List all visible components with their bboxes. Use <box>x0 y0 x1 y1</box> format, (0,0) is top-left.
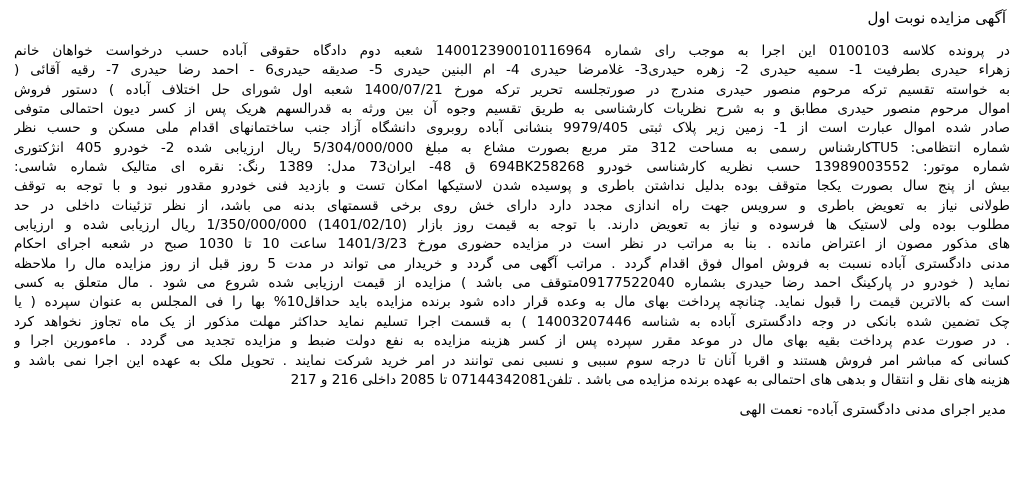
notice-line: شماره موتور: 13989003552 حسب نظریه کارشناسی خودرو 694BK258268 ق 48- ایران73 مدل: 1389 رنگ: نقره ای متالیک شماره شاسی: <box>14 159 1010 176</box>
notice-line: در پرونده کلاسه 0100103 این اجرا به موجب رای شماره 140012390010116964 شعبه دوم دادگاه حقوقی آباده حسب درخواست خواهان خانم <box>14 43 1010 59</box>
notice-line: مطلوب بوده ولی لاستیک ها فرسوده و نیاز به تعویض دارند. با توجه به قیمت روز بازار (1401/02/10) 1/350/000/000 ریال ارزیابی شده و ارزیابی <box>14 217 1010 234</box>
notice-line: بیش از پنج سال بصورت یکجا متوقف بوده بدلیل نداشتن باطری و پوسیده شدن لاستیکها امکان تست و بازدید فنی خودرو مقدور نبود و با توجه به توقف <box>14 178 1010 195</box>
notice-line: . در صورت عدم پرداخت بقیه بهای مال در موعد مقرر سپرده پس از کسر هزینه مزایده به نفع دولت ضبط و مزایده تجدید می گردد . ماءمورین اجرا و <box>14 333 1010 350</box>
notice-line: شماره انتظامی: TU5کارشناس رسمی به مساحت 312 متر مربع بصورت مشاع به مبلغ 5/304/000/000 ریال ارزیابی شده 2- خودرو 405 انژکتوری <box>14 139 1010 156</box>
notice-title: آگهی مزایده نوبت اول <box>867 9 1006 27</box>
notice-line: به خواسته تقسیم ترکه مرحوم منصور حیدری مندرج در صورتجلسه تحریر ترکه مورخ 1400/07/21 شعبه اول شورای حل اختلاف آباده ) دستور فروش <box>14 81 1010 98</box>
notice-line: صادر شده اموال عبارت است از 1- زمین زیر پلاک ثبتی 9979/405 بنشانی آباده روبروی دانشگاه آزاد جنب ساختمانهای اقدام ملی مسکن و حسب نظر <box>14 120 1010 137</box>
notice-line: های مذکور مصون از اعتراض مانده . بنا به مراتب در نظر است در مزایده حضوری مورخ 1401/3/23 ساعت 10 تا 1030 صبح در شعبه اجرای احکام <box>14 236 1010 253</box>
notice-line: مدنی دادگستری آباده نسبت به فروش اموال فوق اقدام گردد . مراتب آگهی می گردد و خریدار می تواند در مدت 5 روز قبل از روز مزایده مال را ملاحظه <box>14 255 1010 272</box>
notice-line: نماید ( خودرو در پارکینگ احمد رضا حیدری بشماره 09177522040متوقف می باشد ) مزایده از قیمت ارزیابی شده شروع می شود . مال متعلق به کسی <box>14 275 1010 292</box>
notice-line: طولانی نیاز به تعویض باطری و سرویس جهت راه اندازی مجدد دارد دارای خش روی برخی قسمتهای بدنه می باشد، از نظر تزئینات داخلی در حد <box>14 197 1010 214</box>
notice-line: کسانی که مباشر امر فروش هستند و اقربا آنان تا درجه سوم سببی و نسبی نمی توانند در امر خرید شرکت نمایند . تحویل ملک به عهده این اجرا نمی باشد و <box>14 352 1010 369</box>
notice-line: است که بالاترین قیمت را قبول نماید. چنانچه پرداخت بهای مال به وعده قرار داده شود برنده مزایده باید حداقل10% بها را فی المجلس به عنوان سپرده ( یا <box>14 294 1010 311</box>
notice-line: چک تضمین شده بانکی در وجه دادگستری آباده به شناسه 14003207446 ) به قسمت اجرا تسلیم نماید حداکثر مهلت مذکور از یک ماه تجاوز نخواهد کرد <box>14 313 1010 330</box>
notice-line: هزینه های نقل و انتقال و بدهی های احتمالی به عهده برنده مزایده می باشد . تلفن07144342081 تا 2085 داخلی 216 و 217 <box>290 371 1010 388</box>
signature: مدیر اجرای مدنی دادگستری آباده- نعمت الهی <box>739 402 1006 419</box>
notice-line: اموال مرحوم منصور حیدری مطابق و به شرح نظریات کارشناسی به طریق تقسیم وجوه آن بین ورثه به قدرالسهم هریک پس از کسر دیون احتمالی متوفی <box>14 101 1010 118</box>
notice-body <box>14 42 1010 390</box>
notice-line: زهراء حیدری بطرفیت 1- سمیه حیدری 2- زهره حیدری3- غلامرضا حیدری 4- ام البنین حیدری 5- صدیقه حیدری6 - احمد رضا حیدری 7- رقیه آقائی ( <box>14 62 1010 79</box>
